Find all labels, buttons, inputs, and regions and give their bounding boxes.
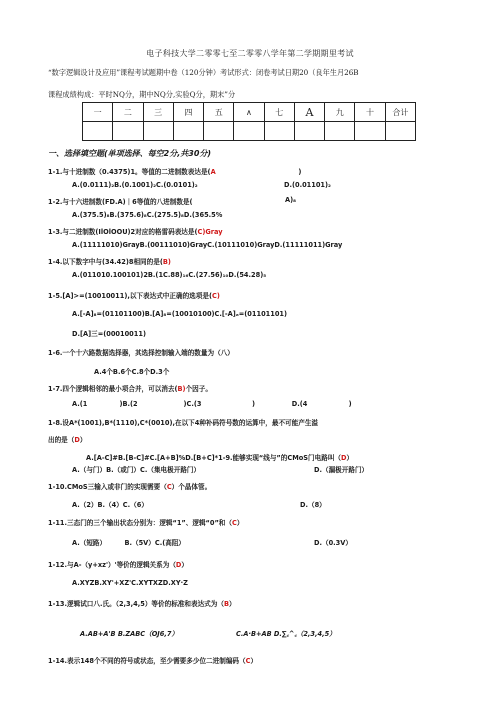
options-text: A.[A-C]#B.[B-C]#C.[A+B]%D.[B+C]*1-9.能够实现“线与”的CMoS门电路叫（ [86,454,342,462]
option-d: D.(0.01101)₂ [284,181,331,189]
question-text: 1-12.与A-（y+xz'）'等价的逻辑关系为（ [48,561,176,569]
score-col-9: 九 [325,103,355,122]
question-1-10 [48,481,488,491]
option-d: D.（漏极开路门） [314,466,369,474]
exam-info-text: “数字逻辑设计及应用”课程考试题期中卷（120分钟）考试形式：闭卷考试日期20（ [48,68,316,77]
answer-mark: C)Gray [197,228,223,236]
options-text: A.AB+A'B B.ZABC（OJ6,7） [80,630,179,638]
question-text: 1-3.与二进制数(IlOlOOU)2对应的格雷码表达是( [48,228,198,236]
score-cell[interactable] [234,122,264,141]
option-d: D.（8） [300,501,326,509]
question-1-7 [48,383,488,393]
answer-mark: D [175,561,182,569]
score-col-7: 七 [264,103,294,122]
score-cell[interactable] [325,122,355,141]
question-1-4 [48,256,488,266]
option-cd: C.A·B+AB D.∑꜀^꜀（2,3,4,5） [236,630,336,638]
question-tail: ） [228,600,236,608]
question-text: 1-4.以下数字中与(34.42)8相同的是( [48,258,163,266]
score-cell[interactable] [355,122,385,141]
question-tail: A)₈ [285,196,297,204]
options-1-2: A.(375.5)₈B.(375.6)₈C.(275.5)₈D.(365.5% [72,211,223,219]
answer-mark: D [74,436,80,444]
question-1-1 [48,166,488,176]
question-text: 出的是（ [48,436,75,444]
question-1-11 [48,517,488,527]
question-1-13 [48,598,488,608]
score-col-6: ∧ [234,103,264,122]
score-col-8: A [294,103,324,122]
option-d: D.（0.3V） [314,539,352,547]
options-1-10 [72,499,500,509]
question-tail: 个因子。 [185,385,212,393]
score-cell[interactable] [294,122,324,141]
score-table [82,102,416,141]
answer-mark: A [210,168,216,176]
options-1-9 [72,464,500,474]
question-tail: ） [250,657,258,665]
score-cell[interactable] [204,122,234,141]
question-tail: ) [215,168,302,176]
answer-mark: C) [211,292,220,300]
answer-mark: B) [162,258,171,266]
score-cell[interactable] [143,122,173,141]
options-1-3: A.(11111010)GrayB.(00111010)GrayC.(10111010)GrayD.(11111011)Gray [72,241,343,249]
score-cell[interactable] [173,122,203,141]
options-1-12: A.XYZB.XY'+XZ'C.XYTXZD.XY·Z [72,579,188,587]
question-text: 1-13.逻辑试口八.氏。（2,3,4,5）等价的标准和表达式为（ [48,600,224,608]
question-1-2 [48,196,488,206]
question-1-14 [48,655,488,665]
score-col-4: 四 [173,103,203,122]
page-title: 电子科技大学二零零七至二零零八学年第二学期期里考试 [146,49,354,58]
score-col-5: 五 [204,103,234,122]
question-tail: ） [181,561,188,569]
options-1-13 [80,628,500,638]
score-table-blank-row [83,122,416,141]
options-1-1 [72,181,500,189]
options-1-4: A.(011010.100101)2B.(1C.88)₁₆C.(27.56)₁₀D.(54.28)₅ [72,271,267,279]
question-tail: ） [236,519,244,527]
score-col-2: 二 [113,103,143,122]
section-title: 一、选择填空题(单项选择、每空2分,共30分) [48,149,212,158]
answer-mark: C [166,483,172,491]
question-1-12 [48,559,488,569]
answer-mark: B) [177,385,186,393]
question-1-8: 1-8.设A*(1001),B*(1110),C*(0010),在以下4种补码符号数的运算中，最不可能产生溢 [48,419,319,427]
answer-mark: B [223,600,229,608]
options-1-5: A.[-A]₈=(01101100)B.[A]₈=(10010100)C.[-A]ₐ=(01101101) [72,310,288,318]
question-text: 1-2.与十六进制数(FD.A)｜6等值的八进制数是( [48,198,193,206]
score-table-header-row [83,103,416,122]
question-tail: ）个晶体管。 [171,483,212,491]
score-col-1: 一 [83,103,113,122]
question-1-6: 1-6.一个十六路数据选择器，其选择控制输入端的数量为（八） [48,349,234,357]
options-text: A.（与门）B.（或门）C.（集电极开路门） [72,466,201,474]
score-cell[interactable] [385,122,415,141]
options-1-11 [72,537,500,547]
question-1-3 [48,226,488,236]
answer-mark: D [341,454,347,462]
question-text: 1-11.三态门的三个输出状态分别为：逻辑“1”、逻辑“0”和（ [48,519,232,527]
question-tail: ） [346,454,354,462]
score-col-10: 十 [355,103,385,122]
score-cell[interactable] [83,122,113,141]
question-1-5 [48,290,488,300]
question-tail: ） [79,436,87,444]
answer-mark: C [231,519,237,527]
options-1-8-q1-9 [86,452,500,462]
score-cell[interactable] [113,122,143,141]
options-text: A.（短路） B.（5V）C.(高阻） [72,539,186,547]
options-1-6: A.4个B.6个C.8个D.3个 [94,368,170,376]
score-col-3: 三 [143,103,173,122]
question-text: 1-10.CMoS三输入或非门的实现需要（ [48,483,167,491]
options-text: A.（2）B.（4）C.（6） [72,501,148,509]
score-cell[interactable] [264,122,294,141]
question-1-8-cont [48,434,488,444]
options-1-5-d: D.[A]三=(00010011) [72,330,146,338]
question-text: 1-1.与十进制数（0.4375)1。等值的二进制数表达是( [48,168,211,176]
options-1-7: A.(1 )B.(2 )C.(3 ) D.(4 ) [72,400,352,408]
exam-date-text: 良年生月26B [315,68,359,77]
answer-mark: C [245,657,251,665]
question-text: 1-14.表示148个不同的符号或状态，至少需要多少位二进制编码（ [48,657,246,665]
grade-composition-line: 课程成绩构成：平时NQ分，期中NQ分,实验Q分，期末”分 [48,90,236,99]
question-text: 1-5.[A]>=(10010011),以下表达式中正确的选项是( [48,292,212,300]
question-text: 1-7.四个逻辑相邻的最小项合并，可以消去( [48,385,178,393]
exam-info-line [48,68,488,78]
options-text: A.(0.0111)₂B.(0.1001)₂C.(0.0101)₂ [72,181,198,189]
score-col-total: 合计 [385,103,415,122]
